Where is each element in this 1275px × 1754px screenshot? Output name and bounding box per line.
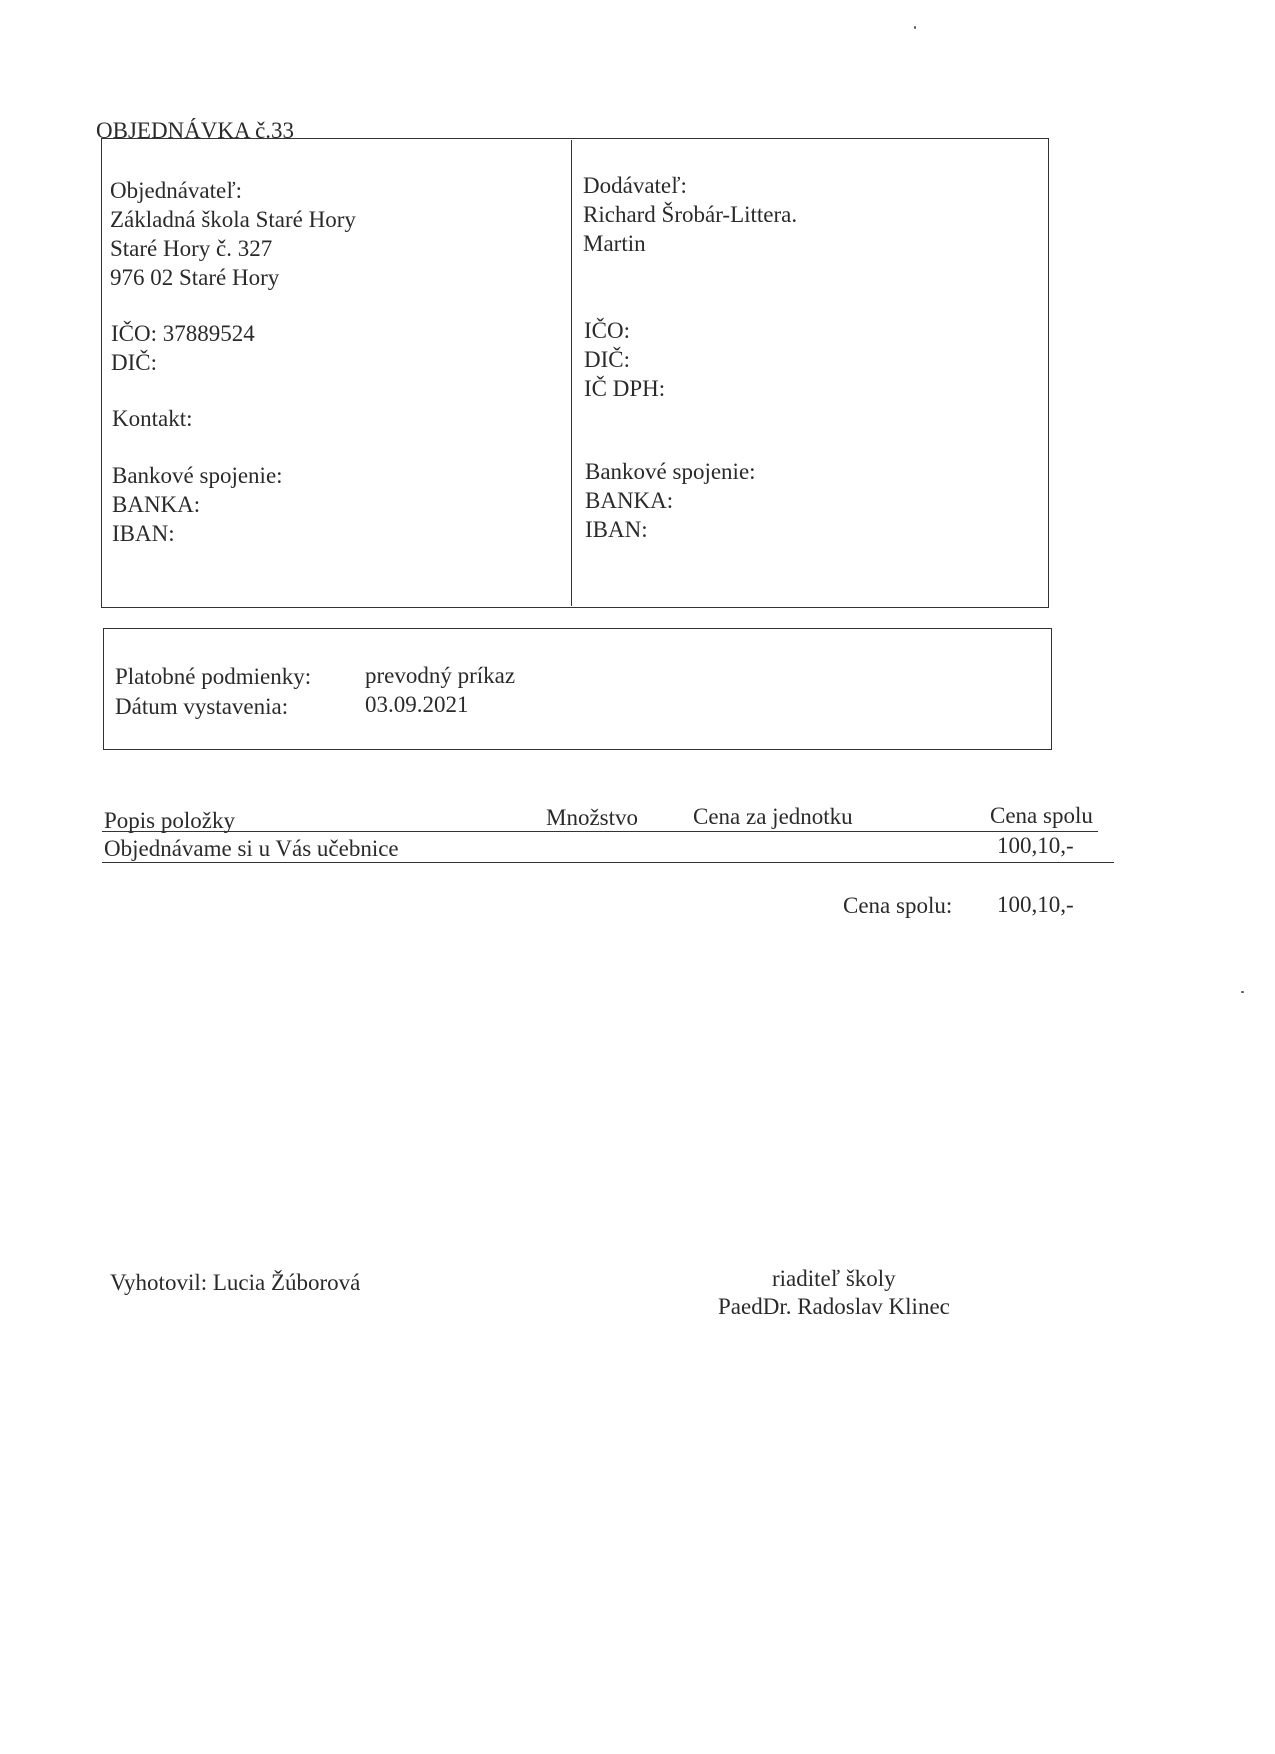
parties-divider	[571, 140, 572, 606]
scan-speck	[1241, 991, 1244, 993]
summary-label: Cena spolu:	[843, 893, 953, 918]
orderer-heading: Objednávateľ:	[110, 178, 242, 203]
row-description: Objednávame si u Vás učebnice	[104, 836, 399, 861]
supplier-ic-dph: IČ DPH:	[584, 376, 666, 401]
supplier-city: Martin	[583, 231, 646, 256]
payment-value: prevodný príkaz	[365, 663, 516, 688]
row-underline	[102, 862, 1114, 863]
supplier-heading: Dodávateľ:	[583, 173, 687, 198]
date-label: Dátum vystavenia:	[115, 694, 289, 719]
orderer-iban: IBAN:	[112, 521, 175, 546]
header-description: Popis položky	[104, 808, 235, 833]
orderer-bank-heading: Bankové spojenie:	[112, 463, 283, 488]
supplier-dic: DIČ:	[584, 347, 630, 372]
supplier-ids	[584, 316, 665, 403]
director-role: riaditeľ školy	[772, 1266, 896, 1291]
date-value: 03.09.2021	[365, 692, 469, 717]
supplier-bank-block	[585, 457, 756, 544]
payment-label: Platobné podmienky:	[115, 664, 312, 689]
supplier-iban: IBAN:	[585, 517, 648, 542]
supplier-bank: BANKA:	[585, 488, 674, 513]
orderer-bank-block	[112, 461, 283, 548]
summary-value: 100,10,-	[997, 892, 1074, 917]
prepared-by: Vyhotovil: Lucia Žúborová	[110, 1270, 361, 1295]
header-unit-price: Cena za jednotku	[693, 804, 853, 829]
header-total: Cena spolu	[990, 803, 1093, 828]
orderer-name: Základná škola Staré Hory	[110, 207, 356, 232]
supplier-ico: IČO:	[584, 318, 630, 343]
orderer-ids	[111, 319, 255, 377]
header-quantity: Množstvo	[546, 805, 638, 830]
orderer-address-line1: Staré Hory č. 327	[110, 236, 273, 261]
orderer-dic: DIČ:	[111, 350, 157, 375]
supplier-name: Richard Šrobár-Littera.	[583, 202, 798, 227]
director-name: PaedDr. Radoslav Klinec	[718, 1294, 950, 1319]
orderer-bank: BANKA:	[112, 492, 201, 517]
orderer-contact: Kontakt:	[112, 406, 193, 431]
supplier-bank-heading: Bankové spojenie:	[585, 459, 756, 484]
header-underline	[102, 831, 1098, 832]
row-total: 100,10,-	[997, 833, 1074, 858]
orderer-ico: IČO: 37889524	[111, 321, 255, 346]
orderer-address-line2: 976 02 Staré Hory	[110, 265, 280, 290]
scan-speck	[914, 26, 916, 29]
document-title: OBJEDNÁVKA č.33	[96, 118, 295, 143]
supplier-block	[583, 171, 797, 258]
orderer-block	[110, 176, 356, 292]
